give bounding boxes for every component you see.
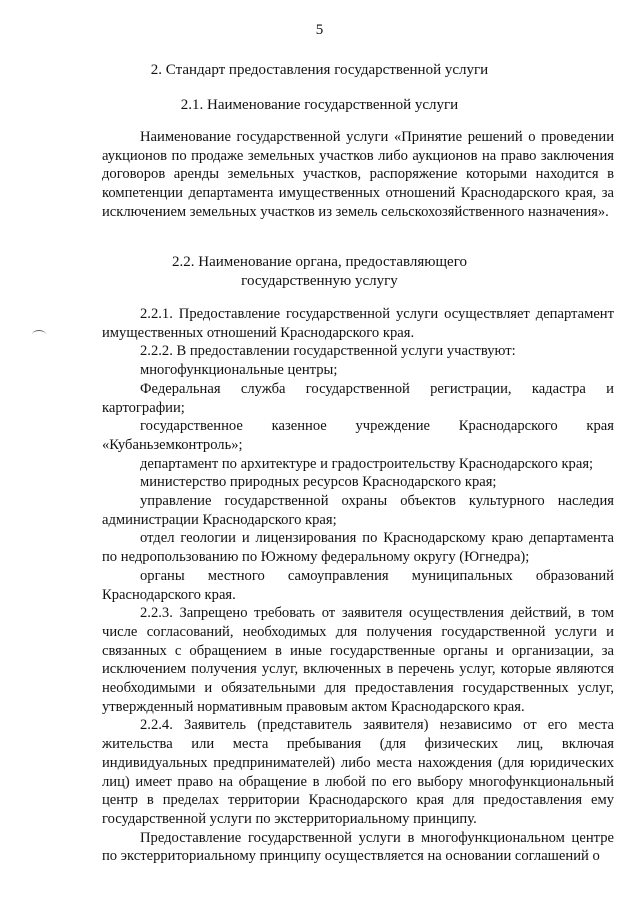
subsection-title: 2.2. Наименование органа, предоставляющего bbox=[172, 254, 467, 270]
page-number: 5 bbox=[315, 22, 324, 38]
list-item: органы местного самоуправления муниципальных образований Краснодарского края. bbox=[102, 567, 614, 603]
list-item: государственное казенное учреждение Краснодарского края «Кубаньземконтроль»; bbox=[102, 418, 614, 453]
paragraph: 2.2.2. В предоставлении государственной услуги участвуют: bbox=[140, 343, 516, 360]
list-item: министерство природных ресурсов Краснодарского края; bbox=[140, 474, 497, 491]
list-item: многофункциональные центры; bbox=[140, 362, 338, 379]
subsection-title: государственную услугу bbox=[241, 273, 398, 289]
paragraph: 2.2.1. Предоставление государственной услуги осуществляет департамент имущественных отношений Краснодарского края. bbox=[102, 306, 614, 341]
list-item: департамент по архитектуре и градостроительству Краснодарского края; bbox=[140, 455, 594, 472]
margin-hole-mark bbox=[32, 330, 46, 339]
subsection-title: 2.1. Наименование государственной услуги bbox=[180, 97, 459, 113]
section-title: 2. Стандарт предоставления государственной услуги bbox=[150, 62, 489, 78]
paragraph-block bbox=[102, 305, 614, 866]
list-item: Федеральная служба государственной регистрации, кадастра и картографии; bbox=[102, 380, 614, 416]
list-item: отдел геологии и лицензирования по Краснодарскому краю департамента по недропользованию по Южному федеральному округу (Югнедра); bbox=[102, 530, 614, 566]
paragraph-block bbox=[102, 128, 614, 222]
paragraph: Предоставление государственной услуги в многофункциональном центре по экстерриториальному принципу осуществляется на основании соглашений о bbox=[102, 829, 614, 865]
paragraph: 2.2.4. Заявитель (представитель заявителя) независимо от его места жительства или места пребывания (для физических лиц, включая индивидуальных предпринимателей) либо места нахождения (для юридических лиц) имеет право на обращение в любой по его выбору многофункциональный центр в пределах территории Краснодарского края для предоставления ему государственной услуги по экстерриториальному принципу. bbox=[102, 717, 614, 827]
paragraph: 2.2.3. Запрещено требовать от заявителя осуществления действий, в том числе согласований, необходимых для получения государственной услуги и связанных с обращением в иные государственные органы и организации, за исключением получения услуг, включенных в перечень услуг, которые являются необходимыми и обязательными для предоставления государственных услуг, утвержденный нормативным правовым актом Краснодарского края. bbox=[102, 605, 614, 715]
paragraph: Наименование государственной услуги «Принятие решений о проведении аукционов по продаже земельных участков либо аукционов на право заключения договоров аренды земельных участков, распоряжение которыми находится в компетенции департамента имущественных отношений Краснодарского края, за исключением земельных участков из земель сельскохозяйственного назначения». bbox=[102, 129, 614, 220]
list-item: управление государственной охраны объектов культурного наследия администрации Краснодарского края; bbox=[102, 493, 614, 528]
